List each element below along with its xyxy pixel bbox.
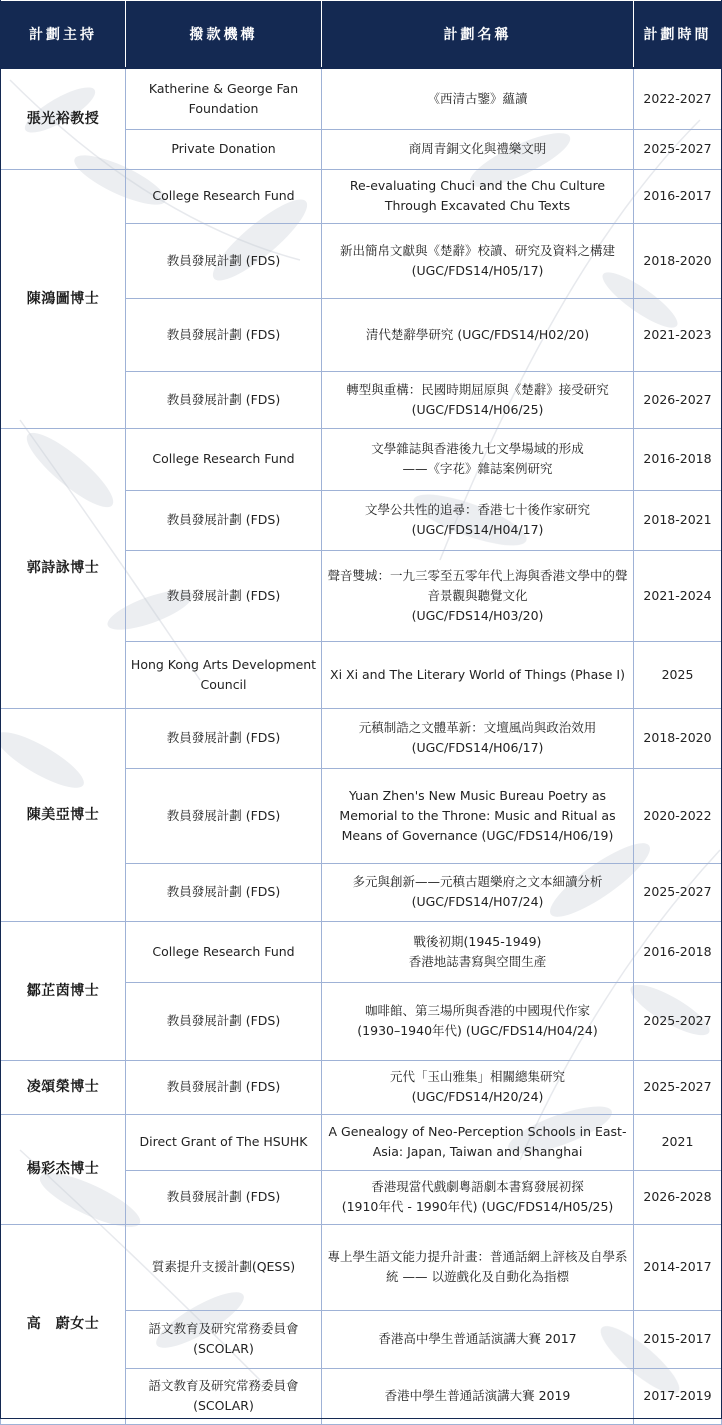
period-cell: 2025-2027	[634, 1060, 722, 1114]
period-cell: 2020-2022	[634, 768, 722, 863]
funder-cell: Direct Grant of The HSUHK	[126, 1114, 322, 1170]
period-cell: 2025	[634, 641, 722, 708]
project-cell: 元稹制誥之文體革新：文壇風尚與政治效用 (UGC/FDS14/H06/17)	[322, 708, 634, 768]
project-cell: 咖啡館、第三場所與香港的中國現代作家 (1930–1940年代) (UGC/FDS14/H04/24)	[322, 982, 634, 1060]
funder-cell: 教員發展計劃 (FDS)	[126, 298, 322, 371]
project-cell: Yuan Zhen's New Music Bureau Poetry as Memorial to the Throne: Music and Ritual as Means of Governance (UGC/FDS14/H06/19)	[322, 768, 634, 863]
host-cell: 郭詩詠博士	[1, 428, 126, 708]
project-cell: 文學公共性的追尋：香港七十後作家研究 (UGC/FDS14/H04/17)	[322, 490, 634, 550]
funder-cell: 教員發展計劃 (FDS)	[126, 223, 322, 298]
project-cell: 文學雜誌與香港後九七文學場域的形成 ——《字花》雜誌案例研究	[322, 428, 634, 490]
table-row	[1, 169, 722, 223]
period-cell: 2026-2027	[634, 371, 722, 428]
funder-cell: 教員發展計劃 (FDS)	[126, 863, 322, 921]
funder-cell: Hong Kong Arts Development Council	[126, 641, 322, 708]
host-cell: 陳鴻圖博士	[1, 169, 126, 428]
header-period: 計劃時間	[634, 1, 722, 69]
period-cell: 2021-2023	[634, 298, 722, 371]
project-cell: 香港中學生普通話演講大賽 2019	[322, 1368, 634, 1424]
project-cell: 清代楚辭學研究 (UGC/FDS14/H02/20)	[322, 298, 634, 371]
header-row	[1, 1, 722, 69]
host-cell: 陳美亞博士	[1, 708, 126, 921]
header-project: 計劃名稱	[322, 1, 634, 69]
period-cell: 2018-2021	[634, 490, 722, 550]
funder-cell: 教員發展計劃 (FDS)	[126, 490, 322, 550]
period-cell: 2015-2017	[634, 1310, 722, 1368]
host-cell: 高 蔚女士	[1, 1224, 126, 1424]
project-cell: Xi Xi and The Literary World of Things (Phase I)	[322, 641, 634, 708]
table-row	[1, 708, 722, 768]
project-cell: 聲音雙城：一九三零至五零年代上海與香港文學中的聲音景觀與聽覺文化 (UGC/FDS14/H03/20)	[322, 550, 634, 641]
header-funder: 撥款機構	[126, 1, 322, 69]
funder-cell: 教員發展計劃 (FDS)	[126, 371, 322, 428]
project-cell: 香港高中學生普通話演講大賽 2017	[322, 1310, 634, 1368]
project-cell: 元代「玉山雅集」相關總集研究 (UGC/FDS14/H20/24)	[322, 1060, 634, 1114]
table-row	[1, 1224, 722, 1310]
funder-cell: College Research Fund	[126, 169, 322, 223]
funder-cell: 語文教育及研究常務委員會 (SCOLAR)	[126, 1368, 322, 1424]
period-cell: 2017-2019	[634, 1368, 722, 1424]
table-row	[1, 68, 722, 129]
funder-cell: Private Donation	[126, 129, 322, 169]
period-cell: 2016-2017	[634, 169, 722, 223]
period-cell: 2025-2027	[634, 982, 722, 1060]
period-cell: 2018-2020	[634, 223, 722, 298]
period-cell: 2014-2017	[634, 1224, 722, 1310]
period-cell: 2026-2028	[634, 1170, 722, 1224]
table-row	[1, 1114, 722, 1170]
project-cell: 轉型與重構：民國時期屈原與《楚辭》接受研究 (UGC/FDS14/H06/25)	[322, 371, 634, 428]
funder-cell: 質素提升支援計劃(QESS)	[126, 1224, 322, 1310]
project-cell: 香港現當代戲劇粵語劇本書寫發展初探 (1910年代 - 1990年代) (UGC/FDS14/H05/25)	[322, 1170, 634, 1224]
period-cell: 2025-2027	[634, 863, 722, 921]
funder-cell: 教員發展計劃 (FDS)	[126, 550, 322, 641]
project-cell: A Genealogy of Neo-Perception Schools in East-Asia: Japan, Taiwan and Shanghai	[322, 1114, 634, 1170]
funder-cell: 教員發展計劃 (FDS)	[126, 768, 322, 863]
table-row	[1, 1060, 722, 1114]
funder-cell: Katherine & George Fan Foundation	[126, 68, 322, 129]
funder-cell: 教員發展計劃 (FDS)	[126, 982, 322, 1060]
host-cell: 鄒芷茵博士	[1, 921, 126, 1060]
funder-cell: College Research Fund	[126, 921, 322, 982]
period-cell: 2022-2027	[634, 68, 722, 129]
period-cell: 2016-2018	[634, 428, 722, 490]
period-cell: 2025-2027	[634, 129, 722, 169]
project-cell: 多元與創新——元稹古題樂府之文本細讀分析 (UGC/FDS14/H07/24)	[322, 863, 634, 921]
funder-cell: 教員發展計劃 (FDS)	[126, 708, 322, 768]
host-cell: 張光裕教授	[1, 68, 126, 169]
period-cell: 2016-2018	[634, 921, 722, 982]
table-row	[1, 921, 722, 982]
period-cell: 2021-2024	[634, 550, 722, 641]
funder-cell: 教員發展計劃 (FDS)	[126, 1060, 322, 1114]
project-cell: 新出簡帛文獻與《楚辭》校讀、研究及資料之構建 (UGC/FDS14/H05/17)	[322, 223, 634, 298]
funder-cell: 教員發展計劃 (FDS)	[126, 1170, 322, 1224]
header-host: 計劃主持	[1, 1, 126, 69]
funder-cell: College Research Fund	[126, 428, 322, 490]
period-cell: 2021	[634, 1114, 722, 1170]
project-cell: 戰後初期(1945-1949) 香港地誌書寫與空間生產	[322, 921, 634, 982]
period-cell: 2018-2020	[634, 708, 722, 768]
project-cell: 《西清古鑒》蘊讀	[322, 68, 634, 129]
funder-cell: 語文教育及研究常務委員會 (SCOLAR)	[126, 1310, 322, 1368]
host-cell: 凌頌榮博士	[1, 1060, 126, 1114]
host-cell: 楊彩杰博士	[1, 1114, 126, 1224]
project-cell: Re-evaluating Chuci and the Chu Culture Through Excavated Chu Texts	[322, 169, 634, 223]
project-cell: 專上學生語文能力提升計畫：普通話網上評核及自學系統 —— 以遊戲化及自動化為指標	[322, 1224, 634, 1310]
table-row	[1, 428, 722, 490]
project-cell: 商周青銅文化與禮樂文明	[322, 129, 634, 169]
